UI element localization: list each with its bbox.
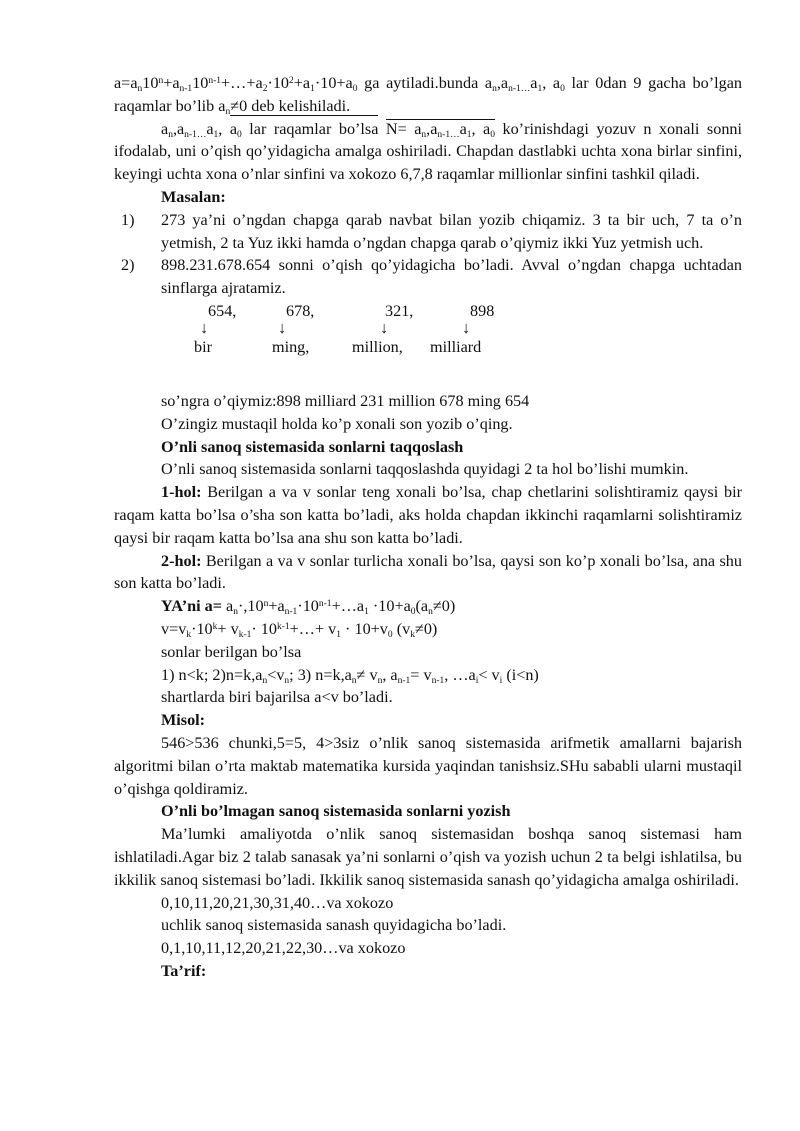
list-number: 2) [121, 256, 135, 275]
task-line: O’zingiz mustaqil holda ko’p xonali son yozib o’qing. [161, 414, 513, 433]
list-item: 2) 898.231.678.654 sonni o’qish qo’yidagicha bo’ladi. Avval o’ngdan chapga uchtadan sinflarga ajratamiz. [121, 256, 742, 298]
paragraph: uchlik sanoq sistemasida sanash quyidagicha bo’ladi. [161, 916, 507, 935]
document-page [114, 72, 742, 983]
down-arrow-icon: ↓ [278, 318, 287, 337]
class-number: 898 [470, 301, 495, 320]
class-number: 678, [286, 301, 315, 320]
down-arrow-icon: ↓ [462, 318, 471, 337]
formula-v: $v=v_k\cdot 10^k+ v_{k-1}\cdot$ $10^{k-1}+\dots+ v_1 \cdot 10+v_0$ $(v_k\ne 0)$ [161, 619, 438, 640]
paragraph: 546>536 chunki,5=5, 4>3siz o’nlik sanoq sistemasida arifmetik amallarni bajarish algoritmi bilan o’rta maktab matematika kursida yaqindan tanishsiz.SHu sababli ularni mustaqil o’qishga qoldiramiz. [114, 733, 742, 798]
example-heading: Masalan: [161, 187, 226, 206]
list-number: 1) [121, 210, 135, 229]
section-heading: O’nli bo’lmagan sanoq sistemasida sonlarni yozish [161, 802, 511, 821]
class-name: bir [194, 337, 212, 356]
paragraph: O’nli sanoq sistemasida sonlarni taqqoslashda quyidagi 2 ta hol bo’lishi mumkin. [161, 460, 689, 479]
case-two-paragraph: 2-hol: Berilgan a va v sonlar turlicha xonali bo’lsa, qaysi son ko’p xonali bo’lsa, ana shu son katta bo’ladi. [114, 551, 742, 593]
class-name: million, [352, 337, 403, 356]
binary-sequence: 0,10,11,20,21,30,31,40…va xokozo [161, 893, 394, 912]
class-number: 321, [385, 301, 414, 320]
class-name: ming, [272, 337, 310, 356]
misol-heading: Misol: [161, 711, 206, 730]
conditions-line: 1) n<k; $2)n=k,a_n<v_n$; 3) $n=k,a_n\ne v_n$, $a_{n-1}= v_{n-1}$, $\dots a_i< v_i$ (i<n) [161, 665, 539, 686]
example-list [114, 209, 742, 300]
case-one-paragraph: 1-hol: Berilgan a va v sonlar teng xonali bo’lsa, chap chetlarini solishtiramiz qaysi bir raqam katta bo’lsa o’sha son katta bo’ladi, aks holda chapdan ikkinchi raqamlarni solishtiramiz qaysi bir raqam katta bo’lsa ana shu son katta bo’ladi. [114, 483, 742, 547]
section-heading: O’nli sanoq sistemasida sonlarni taqqoslash [161, 437, 464, 456]
paragraph-number-notation: $a_n,a_{n-1\dots}a_1$, $a_0$ lar raqamlar bo’lsa $N= a_n,a_{n-1\dots}a_1$, $a_0$ ko’rinishdagi yozuv n xonali sonni ifodalab, uni o’qish qo’yidagicha amalga oshiriladi. Chapdan dastlabki uchta xona birlar sinfini, keyingi uchta xona o’nlar sinfini va xokozo 6,7,8 raqamlar millionlar sinfini tashkil qiladi. [114, 119, 742, 184]
formula-a: YA’ni $a= a_n\cdot,10^n+a_{n-1}\cdot 10^{n-1}+\dots a_1 \cdot 10+a_0(a_n\ne 0)$ [161, 597, 456, 618]
down-arrow-icon: ↓ [380, 318, 389, 337]
down-arrow-icon: ↓ [200, 318, 209, 337]
class-breakdown-diagram [114, 300, 742, 368]
class-number: 654, [208, 301, 237, 320]
paragraph-number-expansion: $a=a_n10^n+a_{n-1}10^{n-1}+\dots+a_2\cdot 10^2+a_1\cdot 10+a_0$ ga aytiladi.bunda $a_n,a_{n-1\dots}a_1$, $a_0$ lar 0dan 9 gacha bo’lgan raqamlar bo’lib $a_n\ne 0$ deb kelishiladi. [114, 74, 742, 117]
conditions-conclusion: shartlarda biri bajarilsa a<v bo’ladi. [161, 688, 393, 707]
class-name: milliard [430, 337, 482, 356]
reading-line: so’ngra o’qiymiz:898 milliard 231 million 678 ming 654 [161, 391, 530, 410]
definition-heading: Ta’rif: [161, 961, 207, 980]
paragraph: Ma’lumki amaliyotda o’nlik sanoq sistemasidan boshqa sanoq sistemasi ham ishlatiladi.Agar biz 2 talab sanasak ya’ni sonlarni o’qish va yozish uchun 2 ta belgi ishlatilsa, bu ikkilik sanoq sistemasi bo’ladi. Ikkilik sanoq sistemasida sanash qo’yidagicha amalga oshiriladi. [114, 825, 742, 889]
ternary-sequence: 0,1,10,11,12,20,21,22,30…va xokozo [161, 939, 406, 958]
list-item: 1) 273 ya’ni o’ngdan chapga qarab navbat bilan yozib chiqamiz. 3 ta bir uch, 7 ta o’n yetmish, 2 ta Yuz ikki hamda o’ngdan chapga qarab o’qiymiz ikki Yuz yetmish uch. [121, 210, 742, 252]
formula-note: sonlar berilgan bo’lsa [161, 642, 302, 661]
